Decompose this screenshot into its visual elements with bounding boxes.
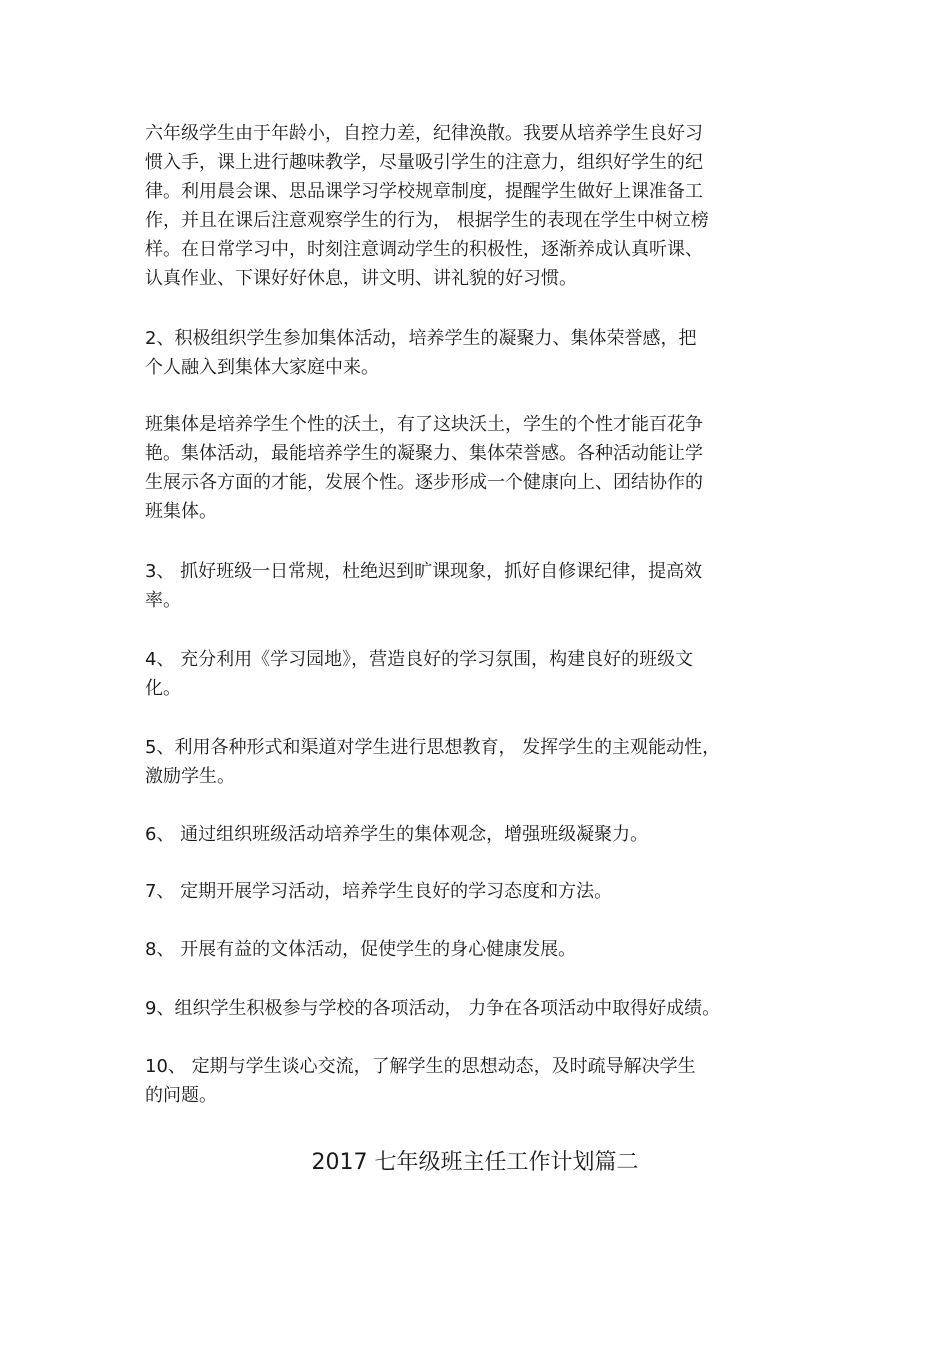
- text-line: 7、 定期开展学习活动，培养学生良好的学习态度和方法。: [145, 881, 613, 902]
- text-line: 率。: [145, 590, 181, 611]
- text-line: 3、 抓好班级一日常规，杜绝迟到旷课现象，抓好自修课纪律，提高效: [145, 561, 703, 582]
- paragraph-intro: [145, 119, 709, 293]
- paragraph-item-3: [145, 557, 702, 615]
- text-line: 化。: [145, 678, 181, 699]
- text-line: 8、 开展有益的文体活动，促使学生的身心健康发展。: [145, 939, 577, 960]
- text-line: 10、 定期与学生谈心交流，了解学生的思想动态，及时疏导解决学生: [145, 1056, 696, 1077]
- text-line: 2、积极组织学生参加集体活动，培养学生的凝聚力、集体荣誉感，把: [145, 328, 697, 349]
- paragraph-item-9: [145, 994, 720, 1023]
- text-line: 5、利用各种形式和渠道对学生进行思想教育， 发挥学生的主观能动性，: [145, 737, 721, 758]
- paragraph-class-collective: [145, 410, 703, 526]
- section-heading: 2017 七年级班主任工作计划篇二: [311, 1150, 639, 1175]
- paragraph-item-8: [145, 935, 576, 964]
- text-line: 律。利用晨会课、思品课学习学校规章制度，提醒学生做好上课准备工: [145, 181, 703, 202]
- text-line: 4、 充分利用《学习园地》，营造良好的学习氛围，构建良好的班级文: [145, 649, 694, 670]
- text-line: 认真作业、下课好好休息，讲文明、讲礼貌的好习惯。: [145, 268, 577, 289]
- text-line: 生展示各方面的才能，发展个性。逐步形成一个健康向上、团结协作的: [145, 472, 703, 493]
- paragraph-item-4: [145, 645, 693, 703]
- paragraph-item-2: [145, 324, 696, 382]
- text-line: 班集体。: [145, 501, 217, 522]
- text-line: 惯入手，课上进行趣味教学，尽量吸引学生的注意力，组织好学生的纪: [145, 152, 703, 173]
- text-line: 激励学生。: [145, 766, 235, 787]
- text-line: 的问题。: [145, 1085, 217, 1106]
- paragraph-item-5: [145, 733, 720, 791]
- text-line: 9、组织学生积极参与学校的各项活动， 力争在各项活动中取得好成绩。: [145, 998, 721, 1019]
- text-line: 样。在日常学习中，时刻注意调动学生的积极性，逐渐养成认真听课、: [145, 239, 703, 260]
- text-line: 艳。集体活动，最能培养学生的凝聚力、集体荣誉感。各种活动能让学: [145, 443, 703, 464]
- paragraph-item-10: [145, 1052, 696, 1110]
- text-line: 6、 通过组织班级活动培养学生的集体观念，增强班级凝聚力。: [145, 824, 649, 845]
- text-line: 个人融入到集体大家庭中来。: [145, 357, 379, 378]
- text-line: 班集体是培养学生个性的沃土，有了这块沃土，学生的个性才能百花争: [145, 414, 703, 435]
- text-line: 六年级学生由于年龄小，自控力差，纪律涣散。我要从培养学生良好习: [145, 123, 703, 144]
- text-line: 作，并且在课后注意观察学生的行为， 根据学生的表现在学生中树立榜: [145, 210, 709, 231]
- paragraph-item-6: [145, 820, 648, 849]
- paragraph-item-7: [145, 877, 612, 906]
